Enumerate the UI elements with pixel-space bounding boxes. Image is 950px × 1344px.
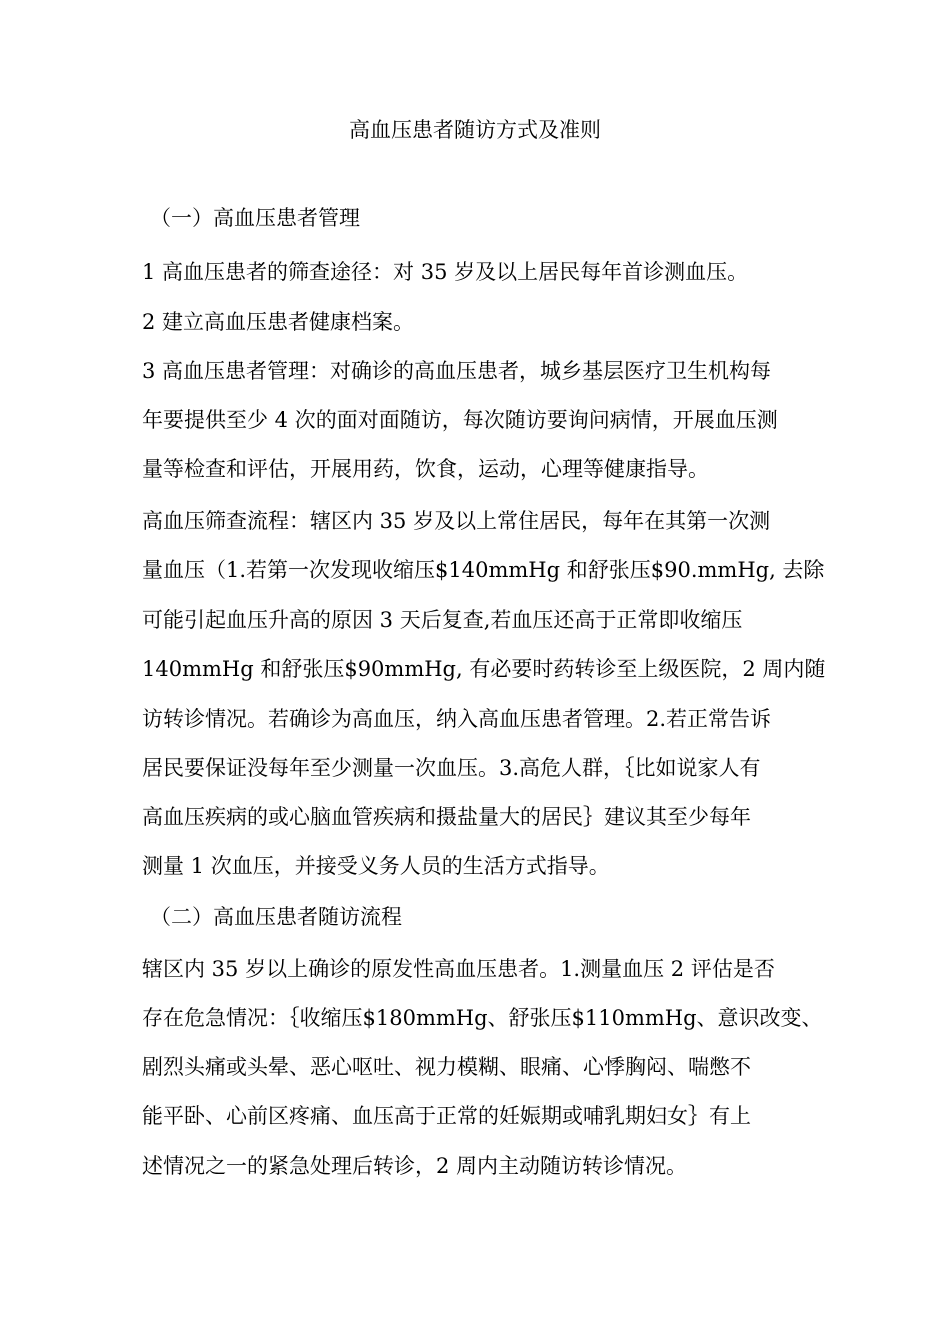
paragraph-line: 2 建立高血压患者健康档案。 (142, 310, 415, 334)
paragraph-line: 辖区内 35 岁以上确诊的原发性高血压患者。1.测量血压 2 评估是否 (142, 957, 775, 981)
paragraph-line: 高血压筛查流程：辖区内 35 岁及以上常住居民，每年在其第一次测 (142, 509, 771, 533)
paragraph-line: 居民要保证没每年至少测量一次血压。3.高危人群，｛比如说家人有 (142, 756, 761, 780)
paragraph-line: 述情况之一的紧急处理后转诊，2 周内主动随访转诊情况。 (142, 1154, 688, 1178)
paragraph-line: 高血压疾病的或心脑血管疾病和摄盐量大的居民｝建议其至少每年 (142, 805, 751, 829)
paragraph-line: 剧烈头痛或头晕、恶心呕吐、视力模糊、眼痛、心悸胸闷、喘憋不 (142, 1055, 751, 1079)
paragraph-line: 量血压（1.若第一次发现收缩压$140mmHg 和舒张压$90.mmHg, 去除 (142, 558, 825, 582)
paragraph-line: 能平卧、心前区疼痛、血压高于正常的妊娠期或哺乳期妇女｝有上 (142, 1104, 751, 1128)
paragraph-line: 存在危急情况：｛收缩压$180mmHg、舒张压$110mmHg、意识改变、 (142, 1006, 823, 1030)
section-heading-2: （二）高血压患者随访流程 (150, 905, 402, 929)
paragraph-line: 可能引起血压升高的原因 3 天后复查,若血压还高于正常即收缩压 (142, 608, 743, 632)
paragraph-line: 140mmHg 和舒张压$90mmHg, 有必要时药转诊至上级医院，2 周内随 (142, 657, 826, 681)
document-title: 高血压患者随访方式及准则 (349, 118, 601, 142)
paragraph-line: 测量 1 次血压，并接受义务人员的生活方式指导。 (142, 854, 610, 878)
paragraph-line: 3 高血压患者管理：对确诊的高血压患者，城乡基层医疗卫生机构每 (142, 359, 772, 383)
paragraph-line: 年要提供至少 4 次的面对面随访，每次随访要询问病情，开展血压测 (142, 408, 778, 432)
paragraph-line: 访转诊情况。若确诊为高血压，纳入高血压患者管理。2.若正常告诉 (142, 707, 772, 731)
section-heading-1: （一）高血压患者管理 (150, 206, 360, 230)
paragraph-line: 量等检查和评估，开展用药，饮食，运动，心理等健康指导。 (142, 457, 709, 481)
paragraph-line: 1 高血压患者的筛查途径：对 35 岁及以上居民每年首诊测血压。 (142, 260, 749, 284)
